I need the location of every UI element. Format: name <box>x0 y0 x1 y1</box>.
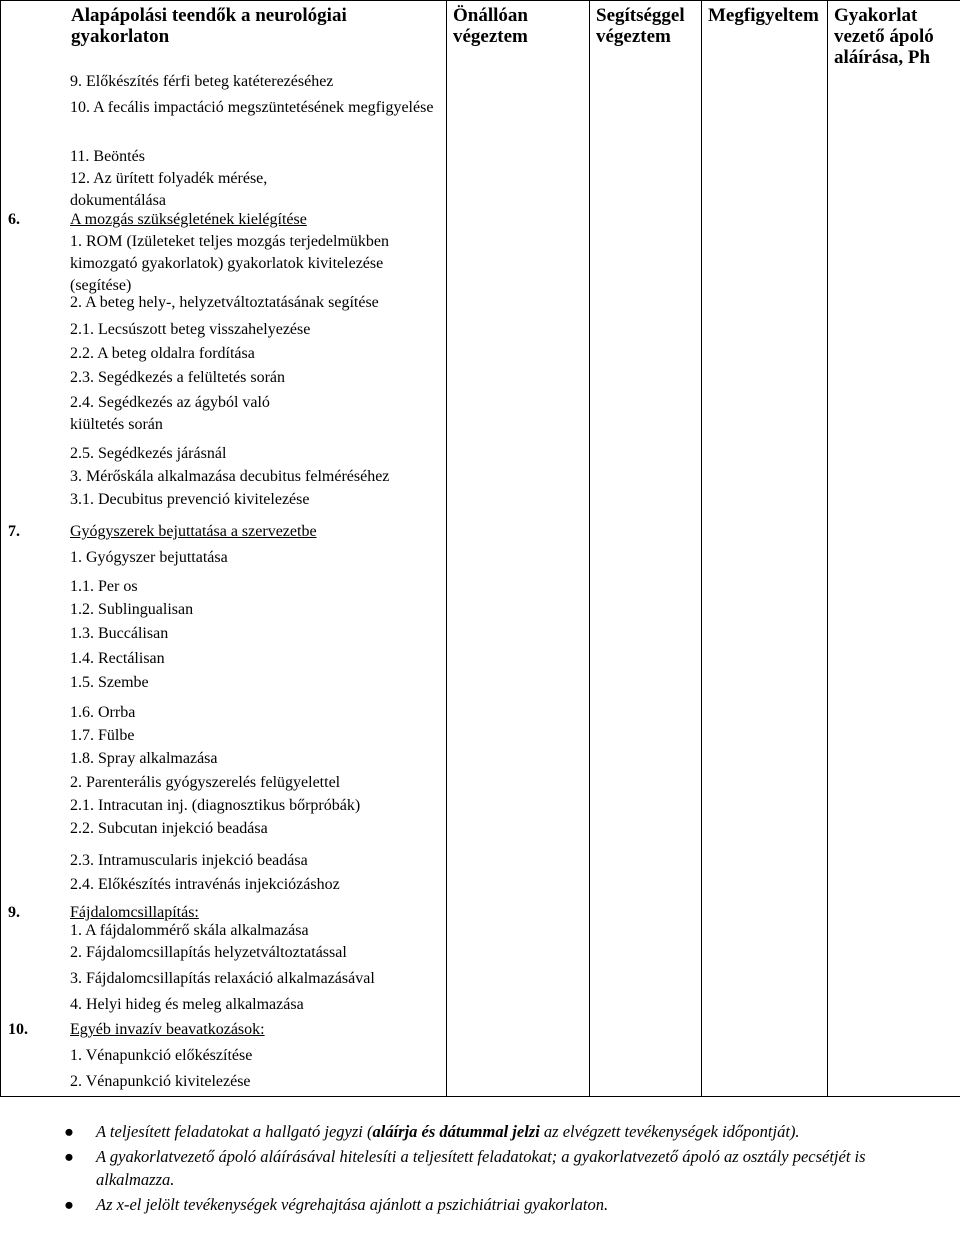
list-item: 3. Mérőskála alkalmazása decubitus felméréséhez <box>70 468 390 485</box>
list-item: 2.1. Intracutan inj. (diagnosztikus bőrpróbák) <box>70 797 361 814</box>
list-item: 12. Az ürített folyadék mérése, dokumentálása <box>70 170 268 209</box>
note-item: ● A gyakorlatvezető ápoló aláírásával hitelesíti a teljesített feladatokat; a gyakorlatvezető ápoló az osztály pecsétjét is alkalmazza. <box>64 1147 866 1189</box>
list-item: 3. Fájdalomcsillapítás relaxáció alkalmazásával <box>70 970 375 987</box>
list-item: 2.4. Segédkezés az ágyból való kiültetés során <box>70 394 270 433</box>
list-item: 1. ROM (Izületeket teljes mozgás terjedelmükben kimozgató gyakorlatok) gyakorlatok kivitelezése (segítése) <box>70 233 390 294</box>
list-item: 1.7. Fülbe <box>70 727 135 744</box>
signature-column[interactable] <box>828 1 960 1097</box>
assisted-column[interactable] <box>590 1 702 1097</box>
section-title: A mozgás szükségletének kielégítése <box>70 211 307 228</box>
bullet-icon: ● <box>64 1195 74 1214</box>
list-item: 2.3. Segédkezés a felültetés során <box>70 369 286 386</box>
list-item: 1.6. Orrba <box>70 704 136 721</box>
list-item: 1. Vénapunkció előkészítése <box>70 1047 253 1064</box>
list-item: 2.1. Lecsúszott beteg visszahelyezése <box>70 321 311 338</box>
list-item: 1.5. Szembe <box>70 674 149 691</box>
notes <box>64 1120 944 1216</box>
list-item: 3.1. Decubitus prevenció kivitelezése <box>70 491 310 508</box>
header-independent: Önállóan végeztem <box>453 5 528 47</box>
bullet-icon: ● <box>64 1122 74 1141</box>
independent-column[interactable] <box>447 1 590 1097</box>
note-item: ● A teljesített feladatokat a hallgató jegyzi (aláírja és dátummal jelzi az elvégzett tevékenységek időpontját). <box>64 1122 800 1141</box>
section-title: Gyógyszerek bejuttatása a szervezetbe <box>70 523 317 540</box>
list-item: 2.5. Segédkezés járásnál <box>70 445 227 462</box>
list-item: 2. Parenterális gyógyszerelés felügyelettel <box>70 774 341 791</box>
list-item: 1.2. Sublingualisan <box>70 601 194 618</box>
list-item: 4. Helyi hideg és meleg alkalmazása <box>70 996 304 1013</box>
section-number: 7. <box>8 523 20 540</box>
list-item: 1.8. Spray alkalmazása <box>70 750 218 767</box>
list-item: 1. Gyógyszer bejuttatása <box>70 549 228 566</box>
list-item: 2. A beteg hely-, helyzetváltoztatásának segítése <box>70 294 379 311</box>
list-item: 2.3. Intramuscularis injekció beadása <box>70 852 308 869</box>
list-item: 1. A fájdalommérő skála alkalmazása <box>70 922 309 939</box>
list-item: 2. Vénapunkció kivitelezése <box>70 1073 251 1090</box>
section-number: 9. <box>8 904 20 921</box>
section-title: Fájdalomcsillapítás: <box>70 904 199 921</box>
list-item: 1.3. Buccálisan <box>70 625 169 642</box>
header-signature: Gyakorlat vezető ápoló aláírása, Ph <box>834 5 934 68</box>
list-item: 2.2. Subcutan injekció beadása <box>70 820 268 837</box>
list-item: 2. Fájdalomcsillapítás helyzetváltoztatással <box>70 944 347 961</box>
list-item: 2.4. Előkészítés intravénás injekciózáshoz <box>70 876 340 893</box>
section-title: Egyéb invazív beavatkozások: <box>70 1021 265 1038</box>
list-item: 11. Beöntés <box>70 148 145 165</box>
header-observed: Megfigyeltem <box>708 5 819 26</box>
list-item: 1.1. Per os <box>70 578 138 595</box>
header-assisted: Segítséggel végeztem <box>596 5 685 47</box>
section-number: 10. <box>8 1021 28 1038</box>
list-item: 2.2. A beteg oldalra fordítása <box>70 345 255 362</box>
header-task: Alapápolási teendők a neurológiai gyakorlaton <box>71 5 347 47</box>
list-item: 9. Előkészítés férfi beteg katéterezéséhez <box>70 73 334 90</box>
observed-column[interactable] <box>702 1 828 1097</box>
bullet-icon: ● <box>64 1147 74 1166</box>
list-item: 10. A fecális impactáció megszüntetésének megfigyelése <box>70 99 434 116</box>
note-item: ● Az x-el jelölt tevékenységek végrehajtása ajánlott a pszichiátriai gyakorlaton. <box>64 1195 609 1214</box>
list-item: 1.4. Rectálisan <box>70 650 165 667</box>
section-number: 6. <box>8 211 20 228</box>
